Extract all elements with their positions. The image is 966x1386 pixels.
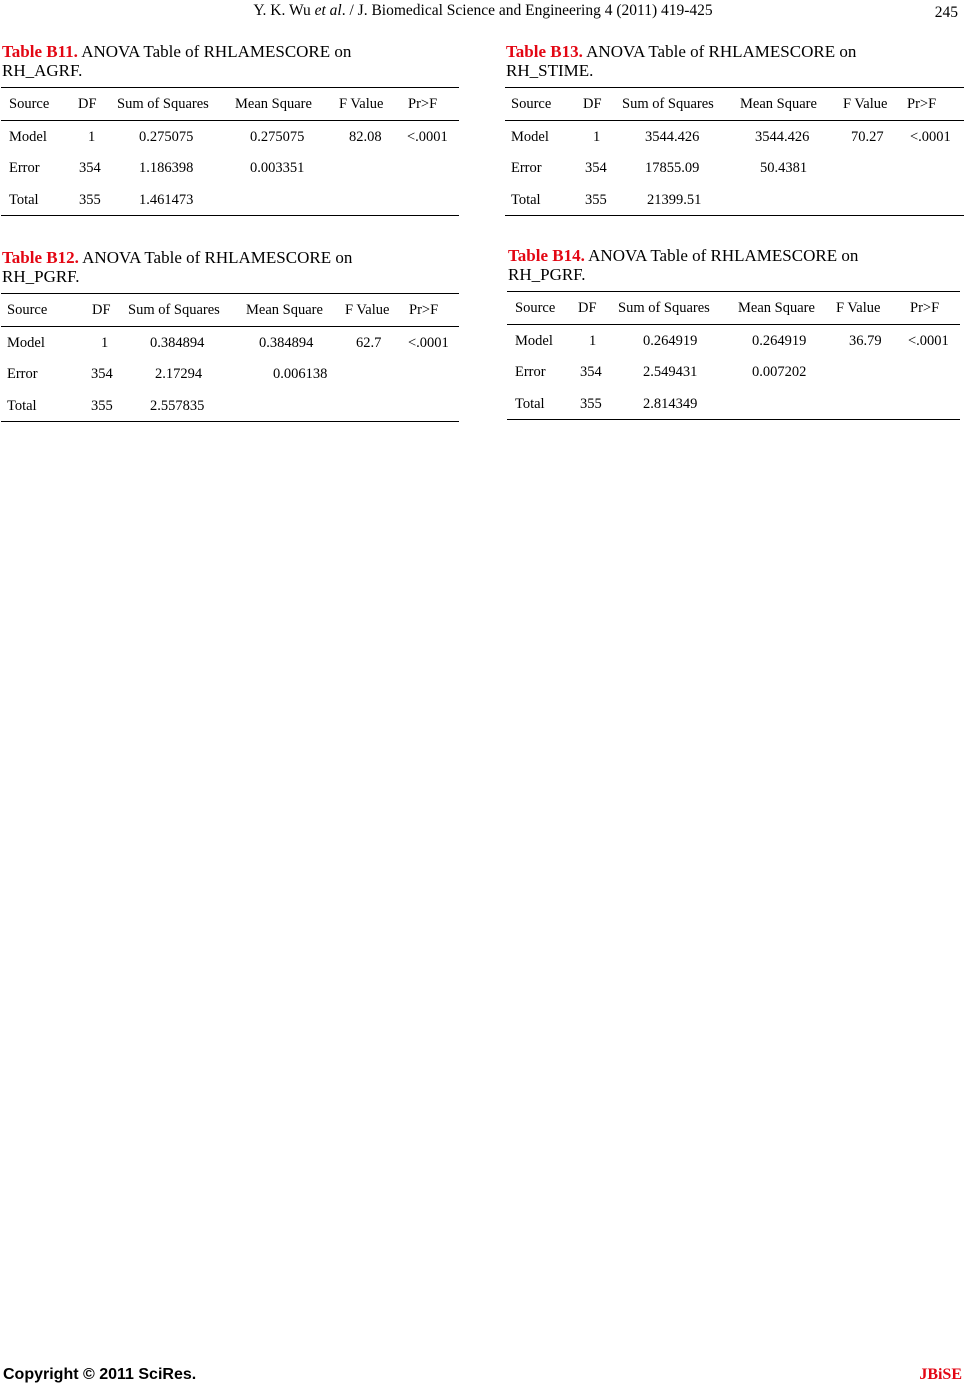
copyright-notice: Copyright © 2011 SciRes. xyxy=(3,1366,197,1383)
cell-ms: 0.264919 xyxy=(752,332,807,349)
cell-source: Error xyxy=(9,160,40,176)
page-number: 245 xyxy=(934,4,958,21)
cell-ms: 0.275075 xyxy=(250,128,305,145)
cell-df: 354 xyxy=(91,366,113,382)
cell-ss: 1.186398 xyxy=(139,160,194,176)
col-header-ms: Mean Square xyxy=(738,300,815,316)
col-header-ms: Mean Square xyxy=(246,302,323,318)
col-header-f: F Value xyxy=(836,300,881,316)
table-row xyxy=(1,121,459,153)
cell-ss: 0.384894 xyxy=(150,334,205,351)
cell-source: Total xyxy=(7,397,37,414)
cell-source: Total xyxy=(9,191,39,208)
table-row xyxy=(1,184,459,216)
cell-ms: 3544.426 xyxy=(755,128,810,145)
running-head-etal: et al xyxy=(314,2,342,19)
cell-ss: 21399.51 xyxy=(647,191,702,208)
col-header-p: Pr>F xyxy=(907,96,937,112)
caption-text-line2: RH_PGRF. xyxy=(2,267,80,286)
table-header-row xyxy=(1,294,459,327)
table-row xyxy=(1,358,459,390)
table-caption xyxy=(507,246,960,284)
running-head xyxy=(0,1,966,21)
cell-df: 354 xyxy=(580,364,602,380)
cell-p: <.0001 xyxy=(910,128,951,145)
cell-df: 355 xyxy=(585,191,607,208)
table-b13 xyxy=(505,42,964,216)
running-head-authors: Y. K. Wu xyxy=(253,2,315,19)
table-header-row xyxy=(507,292,960,325)
anova-table xyxy=(505,87,964,216)
cell-df: 1 xyxy=(88,128,96,145)
col-header-f: F Value xyxy=(843,96,888,112)
col-header-ss: Sum of Squares xyxy=(128,302,220,318)
cell-ss: 2.557835 xyxy=(150,397,205,414)
cell-ss: 3544.426 xyxy=(645,128,700,145)
col-header-f: F Value xyxy=(339,96,384,112)
cell-df: 354 xyxy=(79,160,101,176)
cell-source: Error xyxy=(515,364,546,380)
caption-text: ANOVA Table of RHLAMESCORE on xyxy=(78,248,353,267)
cell-df: 355 xyxy=(79,191,101,208)
col-header-df: DF xyxy=(78,96,97,112)
col-header-ss: Sum of Squares xyxy=(618,300,710,316)
table-caption xyxy=(505,42,964,80)
cell-source: Total xyxy=(511,191,541,208)
cell-p: <.0001 xyxy=(407,128,448,145)
table-row xyxy=(507,356,960,388)
table-label: Table B12. xyxy=(2,248,79,267)
table-row xyxy=(505,152,964,184)
cell-p: <.0001 xyxy=(908,332,949,349)
col-header-ss: Sum of Squares xyxy=(622,96,714,112)
cell-ms: 0.003351 xyxy=(250,160,305,176)
cell-ss: 0.275075 xyxy=(139,128,194,145)
table-row xyxy=(505,121,964,153)
cell-ss: 0.264919 xyxy=(643,332,698,349)
cell-source: Total xyxy=(515,395,545,412)
col-header-source: Source xyxy=(511,96,552,112)
journal-abbrev: JBiSE xyxy=(919,1366,962,1383)
cell-f: 62.7 xyxy=(356,334,382,351)
cell-ss: 2.17294 xyxy=(155,366,203,382)
caption-text: ANOVA Table of RHLAMESCORE on xyxy=(584,246,859,265)
table-b11 xyxy=(1,42,459,216)
table-row xyxy=(507,325,960,357)
table-label: Table B11. xyxy=(2,42,78,61)
caption-text-line2: RH_STIME. xyxy=(506,61,594,80)
col-header-ss: Sum of Squares xyxy=(117,96,209,112)
col-header-df: DF xyxy=(578,300,597,316)
cell-f: 36.79 xyxy=(849,332,882,349)
col-header-source: Source xyxy=(9,96,50,112)
col-header-p: Pr>F xyxy=(910,300,940,316)
anova-table xyxy=(1,87,459,216)
cell-ss: 2.549431 xyxy=(643,364,698,380)
cell-ms: 0.007202 xyxy=(752,364,807,380)
cell-df: 1 xyxy=(593,128,601,145)
col-header-ms: Mean Square xyxy=(740,96,817,112)
anova-table xyxy=(507,291,960,420)
cell-f: 70.27 xyxy=(851,128,884,145)
col-header-ms: Mean Square xyxy=(235,96,312,112)
caption-text-line2: RH_AGRF. xyxy=(2,61,83,80)
col-header-df: DF xyxy=(583,96,602,112)
cell-df: 355 xyxy=(580,395,602,412)
cell-ms: 0.006138 xyxy=(273,366,328,382)
table-row xyxy=(505,184,964,216)
cell-ss: 1.461473 xyxy=(139,191,194,208)
col-header-p: Pr>F xyxy=(409,302,439,318)
col-header-p: Pr>F xyxy=(408,96,438,112)
cell-ms: 0.384894 xyxy=(259,334,314,351)
table-header-row xyxy=(1,88,459,121)
cell-source: Model xyxy=(7,334,45,351)
cell-source: Error xyxy=(7,366,38,382)
table-label: Table B13. xyxy=(506,42,583,61)
cell-ss: 2.814349 xyxy=(643,395,698,412)
cell-f: 82.08 xyxy=(349,128,382,145)
cell-df: 355 xyxy=(91,397,113,414)
table-row xyxy=(1,327,459,359)
cell-source: Model xyxy=(9,128,47,145)
table-label: Table B14. xyxy=(508,246,585,265)
cell-ss: 17855.09 xyxy=(645,160,700,176)
caption-text: ANOVA Table of RHLAMESCORE on xyxy=(582,42,857,61)
col-header-source: Source xyxy=(7,302,48,318)
cell-source: Model xyxy=(511,128,549,145)
cell-p: <.0001 xyxy=(408,334,449,351)
cell-source: Error xyxy=(511,160,542,176)
table-header-row xyxy=(505,88,964,121)
col-header-source: Source xyxy=(515,300,556,316)
cell-ms: 50.4381 xyxy=(760,160,808,176)
table-row xyxy=(1,390,459,422)
caption-text-line2: RH_PGRF. xyxy=(508,265,586,284)
anova-table xyxy=(1,293,459,422)
caption-text: ANOVA Table of RHLAMESCORE on xyxy=(77,42,352,61)
table-b14 xyxy=(507,246,960,420)
running-head-journal: . / J. Biomedical Science and Engineering 4 (2011) 419-425 xyxy=(341,2,713,19)
cell-df: 1 xyxy=(101,334,109,351)
cell-df: 1 xyxy=(589,332,597,349)
table-row xyxy=(1,152,459,184)
table-row xyxy=(507,388,960,420)
cell-source: Model xyxy=(515,332,553,349)
table-caption xyxy=(1,248,459,286)
table-caption xyxy=(1,42,459,80)
cell-df: 354 xyxy=(585,160,607,176)
table-b12 xyxy=(1,248,459,422)
col-header-df: DF xyxy=(92,302,111,318)
col-header-f: F Value xyxy=(345,302,390,318)
